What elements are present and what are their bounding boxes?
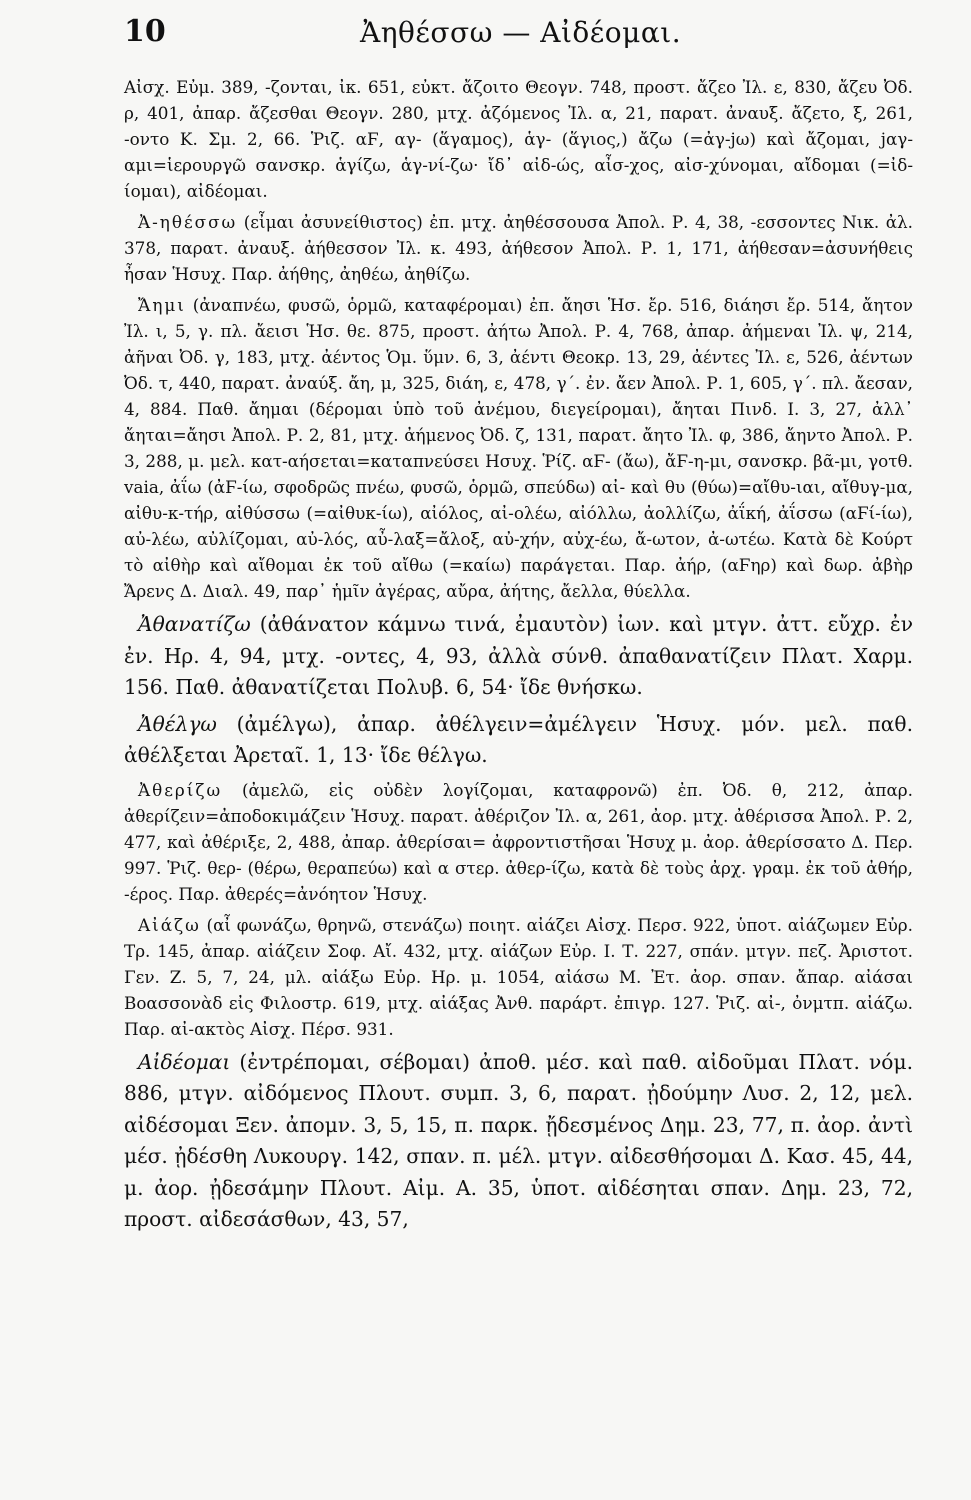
entry-body: (ἀθάνατον κάμνω τινά, ἐμαυτὸν) ἰων. καὶ μτγν. ἀττ. εὔχρ. ἐν ἐν. Ηρ. 4, 94, μτχ. -οντες, 4, 93, ἀλλὰ σύνθ. ἀπαθανατίζειν Πλατ. Χαρμ. 156. Παθ. ἀθανατίζεται Πολυβ. 6, 54· ἴδε θνήσκω. [124,612,913,699]
entry-aethesso [124,209,913,287]
entry-continuation [124,74,913,204]
entry-headword: Ἄημι [138,295,186,315]
page-header [124,14,913,66]
entry-athanatizo [124,609,913,704]
entry-headword: Ἀθέλγω [138,711,217,736]
entry-headword: Ἀθανατίζω [138,612,251,636]
entry-body: (ἀμελῶ, εἰς οὐδὲν λογίζομαι, καταφρονῶ) ἐπ. Ὀδ. θ, 212, ἀπαρ. ἀθερίζειν=ἀποδοκιμάζειν Ἡσυχ. παρατ. ἀθέριζον Ἰλ. α, 261, ἀορ. μτχ. ἀθέρισσα Ἀπολ. Ρ. 2, 477, καὶ ἀθέριξε, 2, 488, ἀπαρ. ἀθερίσαι= ἀφροντιστῆσαι Ἡσυχ μ. ἀορ. ἀθερίσσατο Δ. Περ. 997. Ῥιζ. θερ- (θέρω, θεραπεύω) καὶ α στερ. ἀθερ-ίζω, κατὰ δὲ τοὺς ἀρχ. γραμ. ἐκ τοῦ ἀθήρ, -έρος. Παρ. ἀθερές=ἀνόητον Ἡσυχ. [124,779,913,904]
entry-headword: Ἀ-ηθέσσω [138,212,238,232]
entry-body: (ἐντρέπομαι, σέβομαι) ἀποθ. μέσ. καὶ παθ. αἰδοῦμαι Πλατ. νόμ. 886, μτγν. αἰδόμενος Πλουτ. συμπ. 3, 6, παρατ. ᾐδούμην Λυσ. 2, 12, μελ. αἰδέσομαι Ξεν. ἀπομν. 3, 5, 15, π. παρκ. ᾔδεσμένος Δημ. 23, 77, π. ἀορ. ἀντὶ μέσ. ᾐδέσθη Λυκουργ. 142, σπαν. π. μέλ. μτγν. αἰδεσθήσομαι Δ. Κασ. 45, 44, μ. ἀορ. ᾐδεσάμην Πλουτ. Αἰμ. Α. 35, ὑποτ. αἰδέσηται σπαν. Δημ. 23, 72, προστ. αἰδεσάσθων, 43, 57, [124,1049,913,1231]
page-number: 10 [124,14,166,49]
entry-body: (εἶμαι ἀσυνείθιστος) ἐπ. μτχ. ἀηθέσσουσα Ἀπολ. Ρ. 4, 38, -εσσοντες Νικ. ἀλ. 378, παρατ. ἀναυξ. ἀήθεσσον Ἰλ. κ. 493, ἀήθεσον Ἀπολ. Ρ. 1, 171, ἀήθεσαν=ἀσυνήθεις ἦσαν Ἡσυχ. Παρ. ἀήθης, ἀηθέω, ἀηθίζω. [124,212,913,284]
entry-headword: Αἰάζω [138,914,201,935]
entry-aiazo [124,912,913,1042]
entry-atherizo [124,777,913,907]
entry-body: (ἀμέλγω), ἀπαρ. ἀθέλγειν=ἀμέλγειν Ἡσυχ. μόν. μελ. παθ. ἀθέλξεται Ἀρεταῖ. 1, 13· ἴδε θέλγω. [124,711,913,767]
entry-body: (αἶ φωνάζω, θρηνῶ, στενάζω) ποιητ. αἰάζει Αἰσχ. Περσ. 922, ὑποτ. αἰάζωμεν Εὐρ. Τρ. 145, ἀπαρ. αἰάζειν Σοφ. Αἴ. 432, μτχ. αἰάζων Εὐρ. Ι. Τ. 227, σπάν. μτγν. πεζ. Ἀριστοτ. Γεν. Ζ. 5, 7, 24, μλ. αἰάξω Εὐρ. Ηρ. μ. 1054, αἰάσω Μ. Ἐτ. ἀορ. σπαν. ἄπαρ. αἰάσαι Βοασσονὰδ εἰς Φιλοστρ. 619, μτχ. αἰάξας Ἀνθ. παράρτ. ἐπιγρ. 127. Ῥιζ. αἰ-, ὀνμτπ. αἰάζω. Παρ. αἰ-ακτὸς Αἰσχ. Πέρσ. 931. [124,914,913,1039]
entry-aideomai [124,1047,913,1236]
entry-body: Αἰσχ. Εὐμ. 389, -ζονται, ἰκ. 651, εὐκτ. ἄζοιτο Θεογν. 748, προστ. ἄζεο Ἰλ. ε, 830, ἄζευ Ὀδ. ρ, 401, ἀπαρ. ἄζεσθαι Θεογν. 280, μτχ. ἀζόμενος Ἰλ. α, 21, παρατ. ἀναυξ. ἄζετο, ξ, 261, -οντο Κ. Σμ. 2, 66. Ῥιζ. αϜ, αγ- (ἅγαμος), ἁγ- (ἅγιος,) ἄζω (=ἀγ-jω) καὶ ἄζομαι, jαγ-αμι=ἱερουργῶ σανσκρ. ἁγίζω, ἁγ-νί-ζω· ἴδ᾽ αἰδ-ώς, αἶσ-χος, αἰσ-χύνομαι, αἴδομαι (=ἰδ-ίομαι), αἰδέομαι. [124,77,913,201]
entry-body: (ἀναπνέω, φυσῶ, ὁρμῶ, καταφέρομαι) ἐπ. ἄησι Ἡσ. ἔρ. 516, διάησι ἔρ. 514, ἄητον Ἰλ. ι, 5, γ. πλ. ἄεισι Ἡσ. θε. 875, προστ. ἀήτω Ἀπολ. Ρ. 4, 768, ἀπαρ. ἀήμεναι Ἰλ. ψ, 214, ἀῆναι Ὀδ. γ, 183, μτχ. ἀέντος Ὁμ. ὕμν. 6, 3, ἀέντι Θεοκρ. 13, 29, ἀέντες Ἰλ. ε, 526, ἀέντων Ὀδ. τ, 440, παρατ. ἀναύξ. ἄη, μ, 325, διάη, ε, 478, γ´. ἐν. ἄεν Ἀπολ. Ρ. 1, 605, γ´. πλ. ἄεσαν, 4, 884. Παθ. ἄημαι (δέρομαι ὑπὸ τοῦ ἀνέμου, διεγείρομαι), ἄηται Πινδ. Ι. 3, 27, ἀλλ᾽ ἄηται=ἄησι Ἀπολ. Ρ. 2, 81, μτχ. ἀήμενος Ὀδ. ζ, 131, παρατ. ἄητο Ἰλ. φ, 386, ἄηντο Ἀπολ. Ρ. 3, 288, μ. μελ. κατ-αήσεται=καταπνεύσει Ησυχ. Ῥίζ. αϜ- (ἄω), ἄϜ-η-μι, σανσκρ. βᾶ-μι, γοτθ. vaia, ἀΐω (ἀϜ-ίω, σφοδρῶς πνέω, φυσῶ, ὁρμῶ, σπεύδω) αἰ- καὶ θυ (θύω)=αἴθυ-ιαι, αἴθυγ-μα, αἰθυ-κ-τήρ, αἰθύσσω (=αἰθυκ-ίω), αἰόλος, αἰ-ολέω, αἰόλλω, ἀολλίζω, ἀΐκή, ἀΐσσω (αϜί-ίω), αὐ-λέω, αὐλίζομαι, αὐ-λός, αὖ-λαξ=ἄλοξ, αὐ-χήν, αὐχ-έω, ἄ-ωτον, ἀ-ωτέω. Κατὰ δὲ Κούρτ τὸ αἰθὴρ καὶ αἴθομαι ἐκ τοῦ αἴθω (=καίω) παράγεται. Παρ. ἀήρ, (αϜηρ) καὶ δωρ. ἀβὴρ Ἄρενς Δ. Διαλ. 49, παρ᾽ ἡμῖν ἀγέρας, αὔρα, ἀήτης, ἄελλα, θύελλα. [124,295,913,601]
entry-athelgo [124,709,913,772]
running-head: Ἀηθέσσω — Αἰδέομαι. [360,16,682,49]
entry-aemi [124,292,913,604]
entries [124,74,913,1236]
entry-headword: Ἀθερίζω [138,779,223,800]
entry-headword: Αἰδέομαι [138,1049,231,1074]
